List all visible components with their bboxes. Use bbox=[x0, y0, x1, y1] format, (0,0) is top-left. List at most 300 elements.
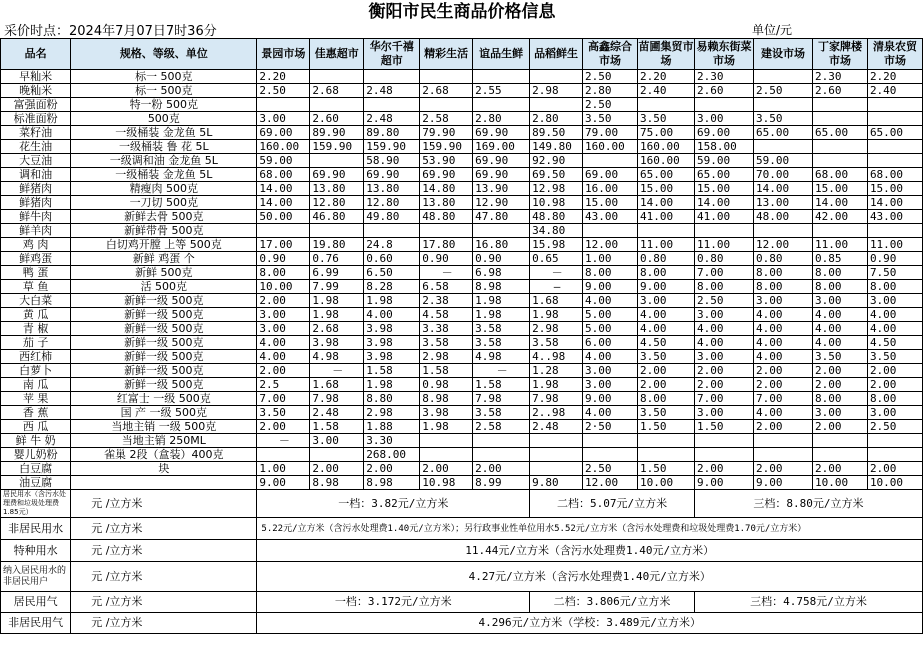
price-cell bbox=[257, 98, 310, 112]
price-cell: 4.50 bbox=[637, 336, 694, 350]
price-cell: 2.00 bbox=[694, 378, 753, 392]
price-cell: 0.80 bbox=[694, 252, 753, 266]
price-cell: － bbox=[420, 266, 473, 280]
price-cell: 14.00 bbox=[753, 182, 812, 196]
price-cell: 2.20 bbox=[637, 70, 694, 84]
item-name: 南 瓜 bbox=[1, 378, 71, 392]
item-name: 标准面粉 bbox=[1, 112, 71, 126]
price-cell: 7.00 bbox=[694, 266, 753, 280]
price-cell bbox=[753, 98, 812, 112]
price-cell: 160.00 bbox=[257, 140, 310, 154]
price-cell: 4.00 bbox=[812, 322, 867, 336]
price-cell: 8.00 bbox=[694, 280, 753, 294]
price-cell: 4.00 bbox=[753, 322, 812, 336]
item-name: 白豆腐 bbox=[1, 462, 71, 476]
price-cell: 6.99 bbox=[310, 266, 364, 280]
price-cell: 9.00 bbox=[694, 476, 753, 490]
price-cell: 2.00 bbox=[420, 462, 473, 476]
utility-name: 非居民用水 bbox=[1, 518, 71, 540]
item-name: 西 瓜 bbox=[1, 420, 71, 434]
header-row bbox=[1, 39, 923, 70]
price-cell: 1.98 bbox=[473, 294, 530, 308]
item-spec: 一级调和油 金龙鱼 5L bbox=[71, 154, 257, 168]
item-spec: 标一 500克 bbox=[71, 70, 257, 84]
header-cell: 品名 bbox=[1, 39, 71, 70]
price-cell: 3.00 bbox=[257, 112, 310, 126]
header-cell: 高鑫综合市场 bbox=[583, 39, 638, 70]
price-cell: 70.00 bbox=[753, 168, 812, 182]
price-cell: 7.00 bbox=[694, 392, 753, 406]
utility-rate: 一档：3.172元/立方米 bbox=[257, 592, 530, 613]
utility-rate: 二档：3.806元/立方米 bbox=[530, 592, 695, 613]
price-cell bbox=[867, 448, 922, 462]
price-cell: 12.80 bbox=[364, 196, 420, 210]
price-cell: 9.00 bbox=[583, 280, 638, 294]
utility-rate: 二档：5.07元/立方米 bbox=[530, 490, 695, 518]
price-cell: 2.00 bbox=[257, 420, 310, 434]
item-spec: 一级桶装 金龙鱼 5L bbox=[71, 168, 257, 182]
price-cell: 0.90 bbox=[257, 252, 310, 266]
price-cell: 1.98 bbox=[310, 294, 364, 308]
header-cell: 丁家牌楼市场 bbox=[812, 39, 867, 70]
price-cell: 14.80 bbox=[420, 182, 473, 196]
price-cell: 15.00 bbox=[583, 196, 638, 210]
price-cell bbox=[694, 434, 753, 448]
price-cell: 12.00 bbox=[583, 238, 638, 252]
price-cell: 9.00 bbox=[257, 476, 310, 490]
price-cell: 1.28 bbox=[530, 364, 583, 378]
price-cell: 17.80 bbox=[420, 238, 473, 252]
price-cell: 8.00 bbox=[753, 280, 812, 294]
price-cell bbox=[364, 224, 420, 238]
table-row bbox=[1, 462, 923, 476]
price-cell: 1.98 bbox=[364, 378, 420, 392]
price-cell: 7.98 bbox=[310, 392, 364, 406]
price-cell: 10.98 bbox=[530, 196, 583, 210]
table-row bbox=[1, 224, 923, 238]
price-cell: 69.90 bbox=[473, 126, 530, 140]
price-cell: 14.00 bbox=[867, 196, 922, 210]
price-cell: 4.58 bbox=[420, 308, 473, 322]
price-cell: 8.98 bbox=[420, 392, 473, 406]
utility-rate: 一档：3.82元/立方米 bbox=[257, 490, 530, 518]
price-cell: 1.50 bbox=[637, 420, 694, 434]
price-cell: — bbox=[530, 280, 583, 294]
price-cell: 4..98 bbox=[530, 350, 583, 364]
price-cell bbox=[473, 448, 530, 462]
price-cell: 1.50 bbox=[694, 420, 753, 434]
price-cell: 3.00 bbox=[310, 434, 364, 448]
price-cell: 160.00 bbox=[637, 154, 694, 168]
price-cell: 12.00 bbox=[753, 238, 812, 252]
price-cell: 4.00 bbox=[753, 350, 812, 364]
price-cell: 34.80 bbox=[530, 224, 583, 238]
header-cell: 苗圃集贸市场 bbox=[637, 39, 694, 70]
price-cell bbox=[473, 70, 530, 84]
price-cell: 46.80 bbox=[310, 210, 364, 224]
price-cell: 1.58 bbox=[473, 378, 530, 392]
price-cell: 3.98 bbox=[364, 322, 420, 336]
price-cell bbox=[310, 98, 364, 112]
price-cell: 89.90 bbox=[310, 126, 364, 140]
table-row bbox=[1, 476, 923, 490]
utility-row bbox=[1, 592, 923, 613]
price-cell: 69.00 bbox=[583, 168, 638, 182]
price-cell: 4.00 bbox=[257, 350, 310, 364]
price-cell: 2.00 bbox=[812, 378, 867, 392]
price-cell: 65.00 bbox=[637, 168, 694, 182]
price-cell: 3.50 bbox=[812, 350, 867, 364]
price-cell: 1.68 bbox=[310, 378, 364, 392]
price-cell: 2.50 bbox=[867, 420, 922, 434]
price-cell: 158.00 bbox=[694, 140, 753, 154]
price-cell: 2..98 bbox=[530, 406, 583, 420]
price-cell: 3.00 bbox=[812, 406, 867, 420]
price-cell: － bbox=[530, 266, 583, 280]
item-spec: 特一粉 500克 bbox=[71, 98, 257, 112]
price-cell: 3.00 bbox=[257, 308, 310, 322]
price-cell bbox=[420, 434, 473, 448]
item-name: 白萝卜 bbox=[1, 364, 71, 378]
price-cell bbox=[530, 434, 583, 448]
item-name: 黄 瓜 bbox=[1, 308, 71, 322]
price-cell bbox=[420, 224, 473, 238]
price-cell: 2.00 bbox=[812, 364, 867, 378]
price-cell: 3.00 bbox=[867, 406, 922, 420]
price-cell: 7.50 bbox=[867, 266, 922, 280]
utility-name: 纳入居民用水的非居民用户 bbox=[1, 562, 71, 592]
price-cell: 1.88 bbox=[364, 420, 420, 434]
table-row bbox=[1, 252, 923, 266]
price-cell: 43.00 bbox=[583, 210, 638, 224]
price-cell: 15.00 bbox=[694, 182, 753, 196]
price-cell: 169.00 bbox=[473, 140, 530, 154]
price-cell: 49.80 bbox=[364, 210, 420, 224]
price-cell: 2.58 bbox=[420, 112, 473, 126]
price-cell: 4.00 bbox=[694, 336, 753, 350]
price-cell: 4.00 bbox=[637, 308, 694, 322]
price-cell: 11.00 bbox=[867, 238, 922, 252]
price-cell: 3.50 bbox=[637, 350, 694, 364]
price-cell bbox=[310, 70, 364, 84]
utility-rate: 11.44元/立方米（含污水处理费1.40元/立方米） bbox=[257, 540, 923, 562]
price-cell: 3.00 bbox=[753, 294, 812, 308]
price-cell bbox=[753, 224, 812, 238]
price-cell: 8.99 bbox=[473, 476, 530, 490]
table-row bbox=[1, 434, 923, 448]
table-row bbox=[1, 182, 923, 196]
price-cell bbox=[257, 448, 310, 462]
price-cell: 3.50 bbox=[257, 406, 310, 420]
price-cell: 2.00 bbox=[753, 462, 812, 476]
table-row bbox=[1, 210, 923, 224]
item-name: 调和油 bbox=[1, 168, 71, 182]
price-cell: 8.00 bbox=[753, 266, 812, 280]
price-cell: 14.00 bbox=[694, 196, 753, 210]
price-cell: 3.00 bbox=[583, 378, 638, 392]
price-cell: 2.00 bbox=[867, 378, 922, 392]
utility-name: 特种用水 bbox=[1, 540, 71, 562]
price-cell: 9.00 bbox=[753, 476, 812, 490]
price-cell: 3.30 bbox=[364, 434, 420, 448]
price-cell: 69.00 bbox=[694, 126, 753, 140]
price-cell: 2.30 bbox=[812, 70, 867, 84]
header-cell: 品稻鲜生 bbox=[530, 39, 583, 70]
price-cell: 6.00 bbox=[583, 336, 638, 350]
utility-row bbox=[1, 518, 923, 540]
price-cell: 5.00 bbox=[583, 308, 638, 322]
price-cell: 4.50 bbox=[867, 336, 922, 350]
price-cell: 2.00 bbox=[637, 378, 694, 392]
price-cell bbox=[812, 154, 867, 168]
price-cell: 79.00 bbox=[583, 126, 638, 140]
price-cell: 4.00 bbox=[583, 350, 638, 364]
price-cell: 8.00 bbox=[812, 266, 867, 280]
utility-name: 非居民用气 bbox=[1, 613, 71, 634]
price-cell: 1.00 bbox=[257, 462, 310, 476]
price-cell: 79.90 bbox=[420, 126, 473, 140]
price-cell: 8.00 bbox=[637, 266, 694, 280]
table-row bbox=[1, 126, 923, 140]
price-cell: 2.55 bbox=[473, 84, 530, 98]
price-cell bbox=[867, 154, 922, 168]
price-cell: 4.00 bbox=[812, 336, 867, 350]
price-cell: 2.20 bbox=[257, 70, 310, 84]
item-name: 草 鱼 bbox=[1, 280, 71, 294]
unit-label: 单位/元 bbox=[752, 23, 793, 37]
price-body bbox=[1, 70, 923, 490]
price-cell: 149.80 bbox=[530, 140, 583, 154]
price-cell: 10.00 bbox=[867, 476, 922, 490]
item-name: 苹 果 bbox=[1, 392, 71, 406]
price-cell: 4.00 bbox=[364, 308, 420, 322]
price-cell: 65.00 bbox=[812, 126, 867, 140]
price-cell: 3.98 bbox=[364, 350, 420, 364]
price-cell: 3.00 bbox=[257, 322, 310, 336]
table-row bbox=[1, 266, 923, 280]
price-cell: 8.98 bbox=[473, 280, 530, 294]
price-cell: 92.90 bbox=[530, 154, 583, 168]
table-row bbox=[1, 420, 923, 434]
price-cell: 68.00 bbox=[257, 168, 310, 182]
item-spec: 标一 500克 bbox=[71, 84, 257, 98]
item-spec: 白切鸡开膛 上等 500克 bbox=[71, 238, 257, 252]
price-cell: 65.00 bbox=[694, 168, 753, 182]
price-cell: 3.58 bbox=[420, 336, 473, 350]
utility-name: 居民用水（含污水处理费和垃圾处理费1.85元） bbox=[1, 490, 71, 518]
price-cell: 2.50 bbox=[583, 70, 638, 84]
price-cell bbox=[583, 224, 638, 238]
utility-unit: 元 /立方米 bbox=[71, 592, 257, 613]
price-cell: 41.00 bbox=[694, 210, 753, 224]
utility-row bbox=[1, 613, 923, 634]
price-table bbox=[0, 38, 923, 634]
price-cell: 8.28 bbox=[364, 280, 420, 294]
price-cell: 3.00 bbox=[694, 112, 753, 126]
header-cell: 精彩生活 bbox=[420, 39, 473, 70]
price-cell: 159.90 bbox=[364, 140, 420, 154]
price-cell: 2.5 bbox=[257, 378, 310, 392]
price-cell: 3.00 bbox=[694, 406, 753, 420]
price-cell: 2.00 bbox=[694, 364, 753, 378]
price-cell: 1.50 bbox=[637, 462, 694, 476]
item-name: 鲜 牛 奶 bbox=[1, 434, 71, 448]
price-cell: 6.98 bbox=[473, 266, 530, 280]
price-cell bbox=[364, 70, 420, 84]
item-spec: 当地主销 250ML bbox=[71, 434, 257, 448]
price-cell: 2.50 bbox=[753, 84, 812, 98]
table-row bbox=[1, 196, 923, 210]
price-cell: 4.00 bbox=[694, 322, 753, 336]
table-row bbox=[1, 294, 923, 308]
price-cell: 14.00 bbox=[257, 196, 310, 210]
price-cell: 0.65 bbox=[530, 252, 583, 266]
item-spec: 新鲜一级 500克 bbox=[71, 364, 257, 378]
table-row bbox=[1, 392, 923, 406]
price-cell: 7.98 bbox=[530, 392, 583, 406]
price-cell bbox=[867, 98, 922, 112]
item-name: 鲜鸡蛋 bbox=[1, 252, 71, 266]
price-cell: 2.80 bbox=[583, 84, 638, 98]
item-name: 青 椒 bbox=[1, 322, 71, 336]
price-cell: 1.68 bbox=[530, 294, 583, 308]
price-cell: 6.58 bbox=[420, 280, 473, 294]
price-cell: 0.90 bbox=[473, 252, 530, 266]
item-spec: 新鲜一级 500克 bbox=[71, 322, 257, 336]
item-spec: 新鲜一级 500克 bbox=[71, 378, 257, 392]
price-cell bbox=[473, 224, 530, 238]
price-cell: 2.60 bbox=[812, 84, 867, 98]
price-cell bbox=[867, 112, 922, 126]
price-cell: 4.00 bbox=[583, 294, 638, 308]
price-cell: 268.00 bbox=[364, 448, 420, 462]
item-name: 大豆油 bbox=[1, 154, 71, 168]
utility-unit: 元 /立方米 bbox=[71, 518, 257, 540]
price-cell: 3.00 bbox=[694, 350, 753, 364]
price-cell: 3.50 bbox=[867, 350, 922, 364]
price-cell: 4.00 bbox=[753, 336, 812, 350]
price-cell: 75.00 bbox=[637, 126, 694, 140]
table-row bbox=[1, 364, 923, 378]
price-cell: 2.00 bbox=[867, 462, 922, 476]
table-row bbox=[1, 112, 923, 126]
price-cell: 1.58 bbox=[310, 420, 364, 434]
price-cell: 1.98 bbox=[420, 420, 473, 434]
item-name: 早籼米 bbox=[1, 70, 71, 84]
utility-body bbox=[1, 490, 923, 634]
header-cell: 佳惠超市 bbox=[310, 39, 364, 70]
item-name: 大白菜 bbox=[1, 294, 71, 308]
price-cell bbox=[753, 448, 812, 462]
price-cell: 4.00 bbox=[867, 322, 922, 336]
price-cell: 3.58 bbox=[473, 406, 530, 420]
price-cell: 69.90 bbox=[473, 154, 530, 168]
item-spec: 新鲜一级 500克 bbox=[71, 350, 257, 364]
price-cell: 68.00 bbox=[812, 168, 867, 182]
price-cell: 9.00 bbox=[583, 392, 638, 406]
price-cell: 1.98 bbox=[473, 308, 530, 322]
item-spec: 块 bbox=[71, 462, 257, 476]
price-cell: 2.58 bbox=[473, 420, 530, 434]
price-cell: 0.85 bbox=[812, 252, 867, 266]
item-spec: 红富士 一级 500克 bbox=[71, 392, 257, 406]
price-cell: － bbox=[310, 364, 364, 378]
table-row bbox=[1, 70, 923, 84]
item-spec: 精瘦肉 500克 bbox=[71, 182, 257, 196]
price-cell: 69.90 bbox=[473, 168, 530, 182]
header-cell: 谊品生鲜 bbox=[473, 39, 530, 70]
table-row bbox=[1, 98, 923, 112]
price-cell: 0.60 bbox=[364, 252, 420, 266]
item-spec: 新鲜一级 500克 bbox=[71, 308, 257, 322]
price-cell: 9.00 bbox=[637, 280, 694, 294]
price-cell: 2.50 bbox=[694, 294, 753, 308]
price-cell: 3.98 bbox=[310, 336, 364, 350]
price-cell: 2.40 bbox=[867, 84, 922, 98]
price-cell: 8.00 bbox=[867, 280, 922, 294]
price-cell: 2.00 bbox=[257, 294, 310, 308]
price-cell: 14.00 bbox=[812, 196, 867, 210]
price-cell: 19.80 bbox=[310, 238, 364, 252]
price-cell: 2.48 bbox=[530, 420, 583, 434]
price-cell: 17.00 bbox=[257, 238, 310, 252]
price-cell: 8.00 bbox=[812, 392, 867, 406]
price-cell: 53.90 bbox=[420, 154, 473, 168]
price-cell: 2.68 bbox=[310, 322, 364, 336]
price-cell bbox=[812, 448, 867, 462]
price-cell bbox=[530, 462, 583, 476]
price-cell: 48.00 bbox=[753, 210, 812, 224]
page-title: 衡阳市民生商品价格信息 bbox=[368, 2, 556, 22]
item-name: 香 蕉 bbox=[1, 406, 71, 420]
item-spec: 新鲜带骨 500克 bbox=[71, 224, 257, 238]
price-cell: 2.00 bbox=[473, 462, 530, 476]
price-cell: 2.98 bbox=[420, 350, 473, 364]
price-cell bbox=[637, 448, 694, 462]
price-cell: 11.00 bbox=[812, 238, 867, 252]
price-cell: 3.38 bbox=[420, 322, 473, 336]
price-cell bbox=[420, 70, 473, 84]
price-cell: 4.00 bbox=[583, 406, 638, 420]
table-row bbox=[1, 168, 923, 182]
price-cell bbox=[812, 140, 867, 154]
price-cell: 69.90 bbox=[364, 168, 420, 182]
item-name: 鲜羊肉 bbox=[1, 224, 71, 238]
price-cell: 16.00 bbox=[583, 182, 638, 196]
price-cell: 10.00 bbox=[812, 476, 867, 490]
price-cell: 159.90 bbox=[420, 140, 473, 154]
price-cell: 13.80 bbox=[364, 182, 420, 196]
item-spec: 活 500克 bbox=[71, 280, 257, 294]
price-cell bbox=[473, 98, 530, 112]
price-cell: 24.8 bbox=[364, 238, 420, 252]
price-cell: 68.00 bbox=[867, 168, 922, 182]
price-cell bbox=[310, 448, 364, 462]
price-cell bbox=[694, 224, 753, 238]
price-cell: 3.00 bbox=[637, 294, 694, 308]
price-cell: 2.00 bbox=[364, 462, 420, 476]
table-row bbox=[1, 280, 923, 294]
utility-name: 居民用气 bbox=[1, 592, 71, 613]
price-cell: 48.80 bbox=[420, 210, 473, 224]
price-cell: 43.00 bbox=[867, 210, 922, 224]
item-name: 鲜牛肉 bbox=[1, 210, 71, 224]
price-cell: 50.00 bbox=[257, 210, 310, 224]
price-cell: 4.00 bbox=[867, 308, 922, 322]
price-cell: 2.68 bbox=[310, 84, 364, 98]
utility-rate: 三档：8.80元/立方米 bbox=[694, 490, 922, 518]
item-spec: 500克 bbox=[71, 112, 257, 126]
